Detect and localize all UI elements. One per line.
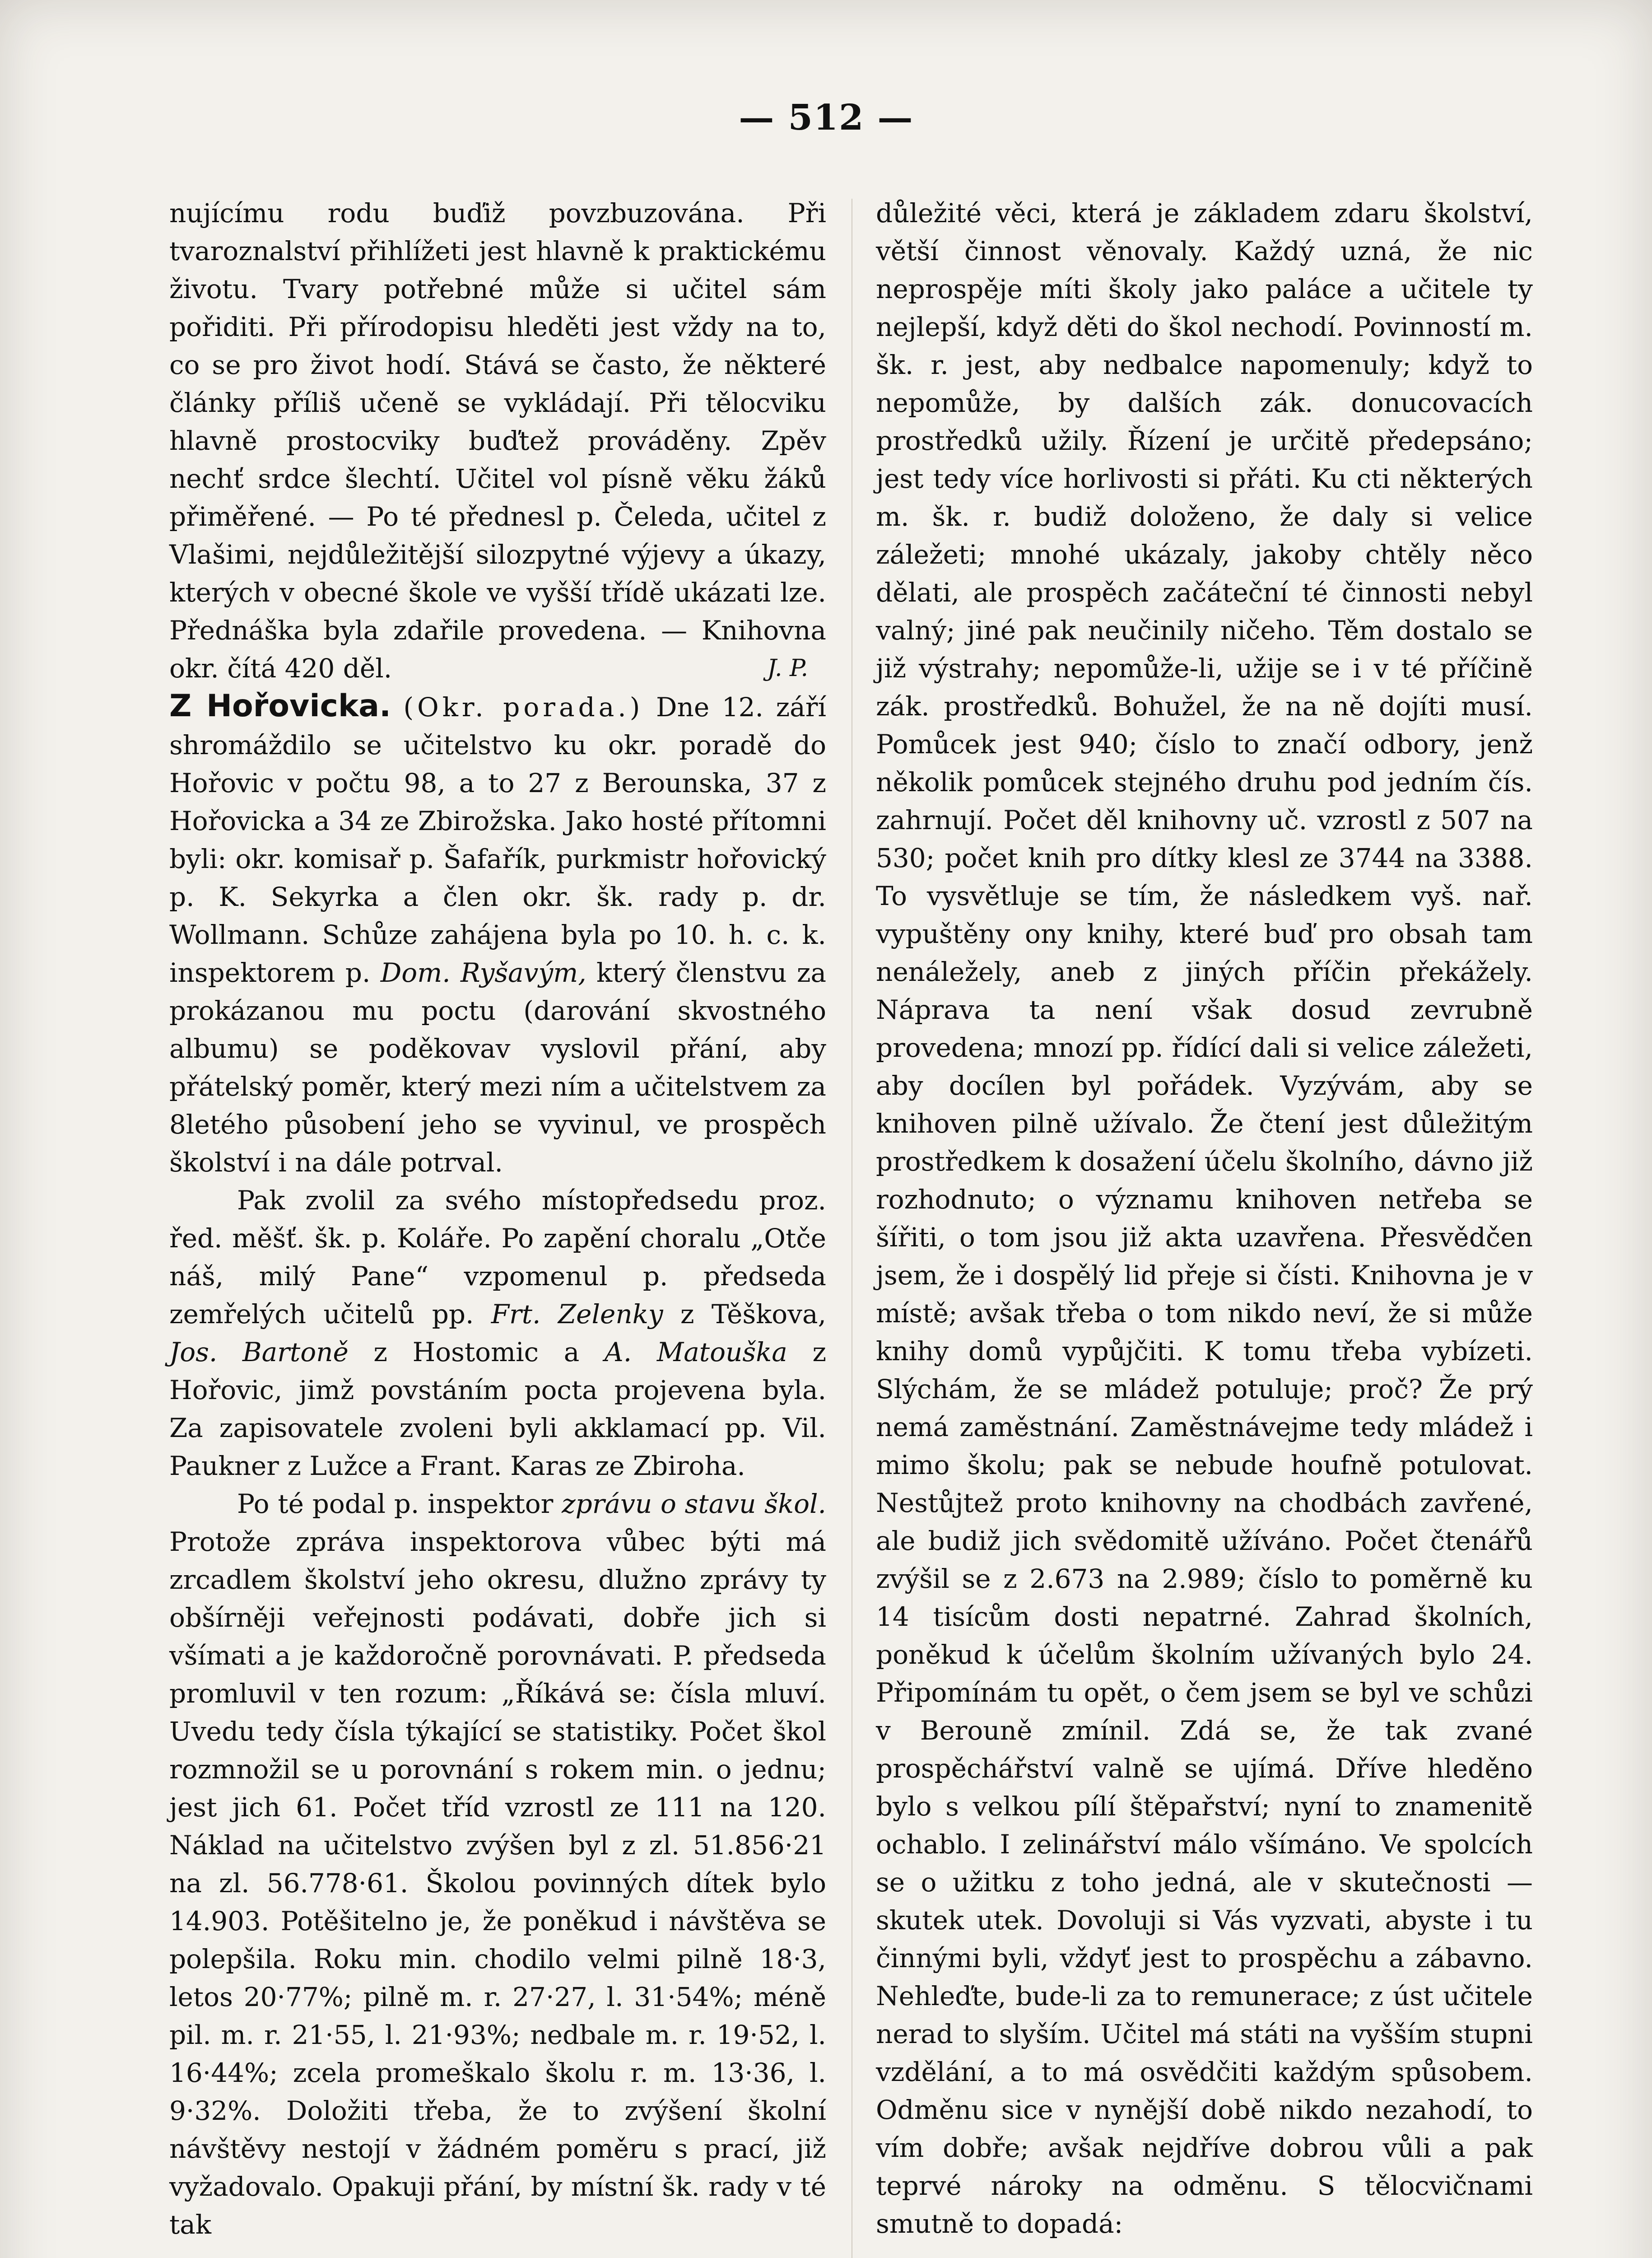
- person-name: Dom. Ryšavým,: [380, 957, 586, 988]
- paragraph-text: důležité věci, která je základem zdaru školství, větší činnost věnovaly. Každý uzná, že nic neprospěje míti školy jako paláce a učitele ty nejlepší, když děti do škol nechodí. Povinností m. šk. r. jest, aby nedbalce napomenuly; když to nepomůže, by dalších zák. donucovacích prostředků užily. Řízení je určitě předepsáno; jest tedy více horlivosti si přáti. Ku cti některých m. šk. r. budiž doloženo, že daly si velice záležeti; mnohé ukázaly, jakoby chtěly něco dělati, ale prospěch začáteční té činnosti nebyl valný; jiné pak neučinily ničeho. Těm dostalo se již výstrahy; nepomůže-li, užije se i v té příčině zák. prostředků. Bohužel, že na ně dojíti musí. Pomůcek jest 940; číslo to značí odbory, jenž několik pomůcek stejného druhu pod jedním čís. zahrnují. Počet děl knihovny uč. vzrostl z 507 na 530; počet knih pro dítky klesl ze 3744 na 3388. To vysvětluje se tím, že následkem vyš. nař. vypuštěny ony knihy, které buď pro obsah tam nenáležely, aneb z jiných příčin překážely. Náprava ta není však dosud zevrubně provedena; mnozí pp. řídící dali si velice záležeti, aby docílen byl pořádek. Vyzývám, aby se knihoven pilně užívalo. Že čtení jest důležitým prostředkem k dosažení účelu školního, dávno již rozhodnuto; o významu knihoven netřeba se šířiti, o tom jsou již akta uzavřena. Přesvědčen jsem, že i dospělý lid přeje si čísti. Knihovna je v místě; avšak třeba o tom nikdo neví, že si může knihy domů vypůjčiti. K tomu třeba vybízeti. Slýchám, že se mládež potuluje; proč? Že prý nemá zaměstnání. Zaměstnávejme tedy mládež i mimo školu; pak se nebude houfně potulovat. Nestůjtež proto knihovny na chodbách zavřené, ale budiž jich svědomitě užíváno. Počet čtenářů zvýšil se z 2.673 na 2.989; číslo to poměrně ku 14 tisícům dosti nepatrné. Zahrad školních, poněkud k účelům školním užívaných bylo 24. Připomínám tu opět, o čem jsem se byl ve schůzi v Berouně zmínil. Zdá se, že tak zvané prospěchářství valně se ujímá. Dříve hleděno bylo s velkou pílí štěpařství; nyní to znamenitě ochablo. I zelinářství málo všímáno. Ve spolcích se o užitku z toho jedná, ale v skutečnosti — skutek utek. Dovoluji si Vás vyzvati, abyste i tu činnými byli, vždyť jest to prospěchu a zábavno. Nehleďte, bude-li za to remunerace; z úst učitele nerad to slyším. Učitel má státi na vyšším stupni vzdělání, a to má osvědčiti každým spůsobem. Odměnu sice v nynější době nikdo nezahodí, to vím dobře; avšak nejdříve dobrou vůli a pak teprvé nároky na odměnu. S tělocvičnami smutně to dopadá:: [876, 198, 1533, 2239]
- paragraph: [169, 1181, 826, 1485]
- person-name: A. Matouška: [604, 1337, 787, 1367]
- paragraph-text: Po té podal p. inspektor: [237, 1488, 554, 1519]
- right-column: [876, 194, 1533, 2243]
- page-number: — 512 —: [739, 97, 914, 138]
- paragraph-text: Pak zvolil za svého místopředsedu proz. řed. měšť. šk. p. Koláře. Po zapění choralu „Otče náš, milý Pane“ vzpomenul p. předseda zemřelých učitelů pp.: [169, 1185, 826, 1330]
- paragraph: [876, 194, 1533, 2243]
- person-name: Jos. Bartoně: [169, 1337, 349, 1367]
- person-name: Frt. Zelenky: [491, 1299, 663, 1330]
- paragraph: [169, 1485, 826, 2244]
- left-column: [169, 194, 826, 2244]
- author-signature: J. P.: [767, 655, 808, 682]
- emphasis-text: zprávu o stavu škol.: [562, 1488, 826, 1519]
- paragraph-text: z Hořovic, jimž povstáním pocta projevena byla. Za zapisovatele zvoleni byli akklamací pp. Vil. Paukner z Lužce a Frant. Karas ze Zbiroha.: [169, 1337, 827, 1481]
- report-paragraph: [169, 687, 826, 1181]
- paragraph-text: nujícímu rodu buďiž povzbuzována. Při tvaroznalství přihlížeti jest hlavně k praktickému životu. Tvary potřebné může si učitel sám pořiditi. Při přírodopisu hleděti jest vždy na to, co se pro život hodí. Stává se často, že některé články příliš učeně se vykládají. Při tělocviku hlavně prostocviky buďtež prováděny. Zpěv nechť srdce šlechtí. Učitel vol písně věku žáků přiměřené. — Po té přednesl p. Čeleda, učitel z Vlašimi, nejdůležitější silozpytné výjevy a úkazy, kterých v obecné škole ve vyšší třídě ukázati lze. Přednáška byla zdařile provedena. — Knihovna okr. čítá 420 děl.: [169, 198, 826, 684]
- paragraph-text: z Hostomic a: [373, 1337, 580, 1367]
- paragraph-text: Dne 12. září shromáždilo se učitelstvo ku okr. poradě do Hořovic v počtu 98, a to 27 z Berounska, 37 z Hořovicka a 34 ze Zbirožska. Jako hosté přítomni byli: okr. komisař p. Šafařík, purkmistr hořovický p. K. Sekyrka a člen okr. šk. rady p. dr. Wollmann. Schůze zahájena byla po 10. h. c. k. inspektorem p.: [169, 692, 826, 988]
- section-heading: Z Hořovicka.: [169, 688, 391, 724]
- section-subheading: (Okr. porada.): [403, 692, 644, 723]
- paragraph-text: který členstvu za prokázanou mu poctu (darování skvostného albumu) se poděkovav vyslovil přání, aby přátelský poměr, který mezi ním a učitelstvem za 8letého působení jeho se vyvinul, ve prospěch školství i na dále potrval.: [169, 957, 827, 1178]
- paragraph: [169, 194, 826, 687]
- paragraph-text: Protože zpráva inspektorova vůbec býti má zrcadlem školství jeho okresu, dlužno zprávy ty obšírněji veřejnosti podávati, dobře jich si všímati a je každoročně porovnávati. P. předseda promluvil v ten rozum: „Říkává se: čísla mluví. Uvedu tedy čísla týkající se statistiky. Počet škol rozmnožil se u porovnání s rokem min. o jednu; jest jich 61. Počet tříd vzrostl ze 111 na 120. Náklad na učitelstvo zvýšen byl z zl. 51.856·21 na zl. 56.778·61. Školou povinných dítek bylo 14.903. Potěšitelno je, že poněkud i návštěva se polepšila. Roku min. chodilo velmi pilně 18·3, letos 20·77%; pilně m. r. 27·27, l. 31·54%; méně pil. m. r. 21·55, l. 21·93%; nedbale m. r. 19·52, l. 16·44%; zcela promeškalo školu r. m. 13·36, l. 9·32%. Doložiti třeba, že to zvýšení školní návštěvy nestojí v žádném poměru s prací, již vyžadovalo. Opakuji přání, by místní šk. rady v té tak: [169, 1526, 826, 2240]
- paragraph-text: z Těškova,: [680, 1299, 827, 1330]
